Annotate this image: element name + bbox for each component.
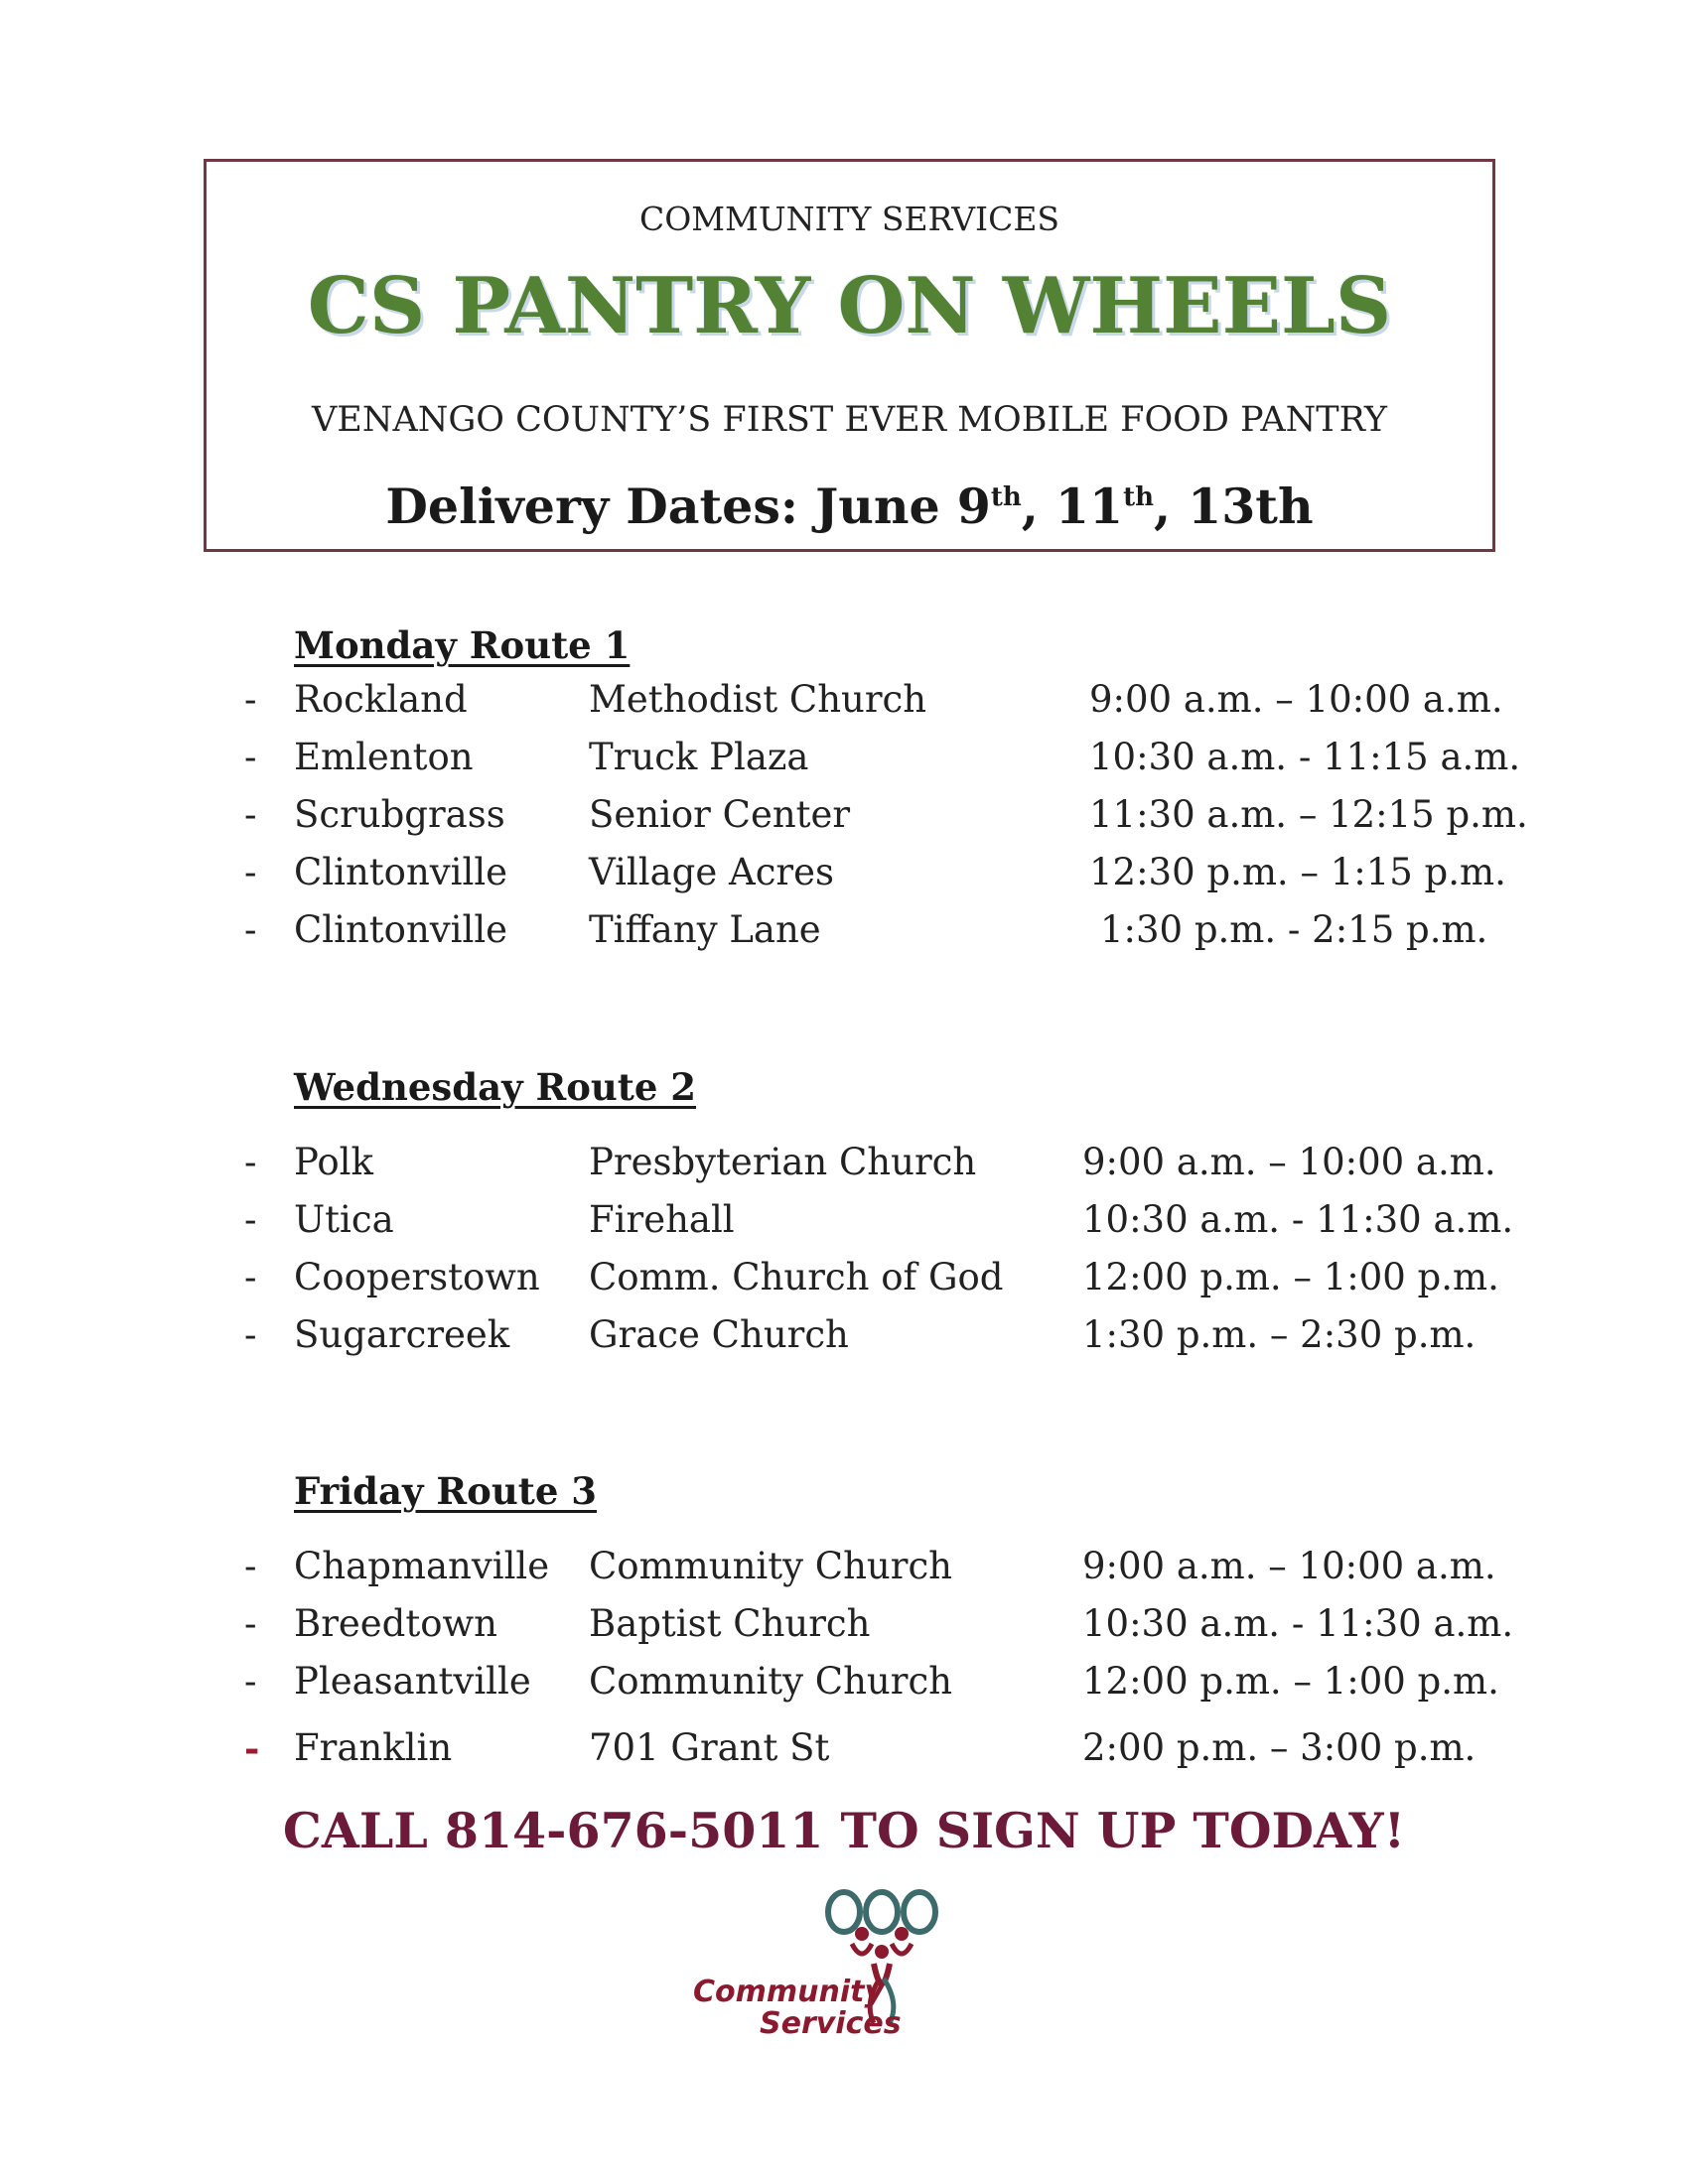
list-item: - Franklin 701 Grant St 2:00 p.m. – 3:00 p.m. bbox=[244, 1726, 1477, 1770]
list-item: - Sugarcreek Grace Church 1:30 p.m. – 2:30 p.m. bbox=[244, 1313, 1477, 1356]
call-to-action: CALL 814-676-5011 TO SIGN UP TODAY! bbox=[282, 1802, 1406, 1859]
delivery-dates: Delivery Dates: June 9th, 11th, 13th bbox=[385, 478, 1314, 535]
list-item: - Utica Firehall 10:30 a.m. - 11:30 a.m. bbox=[244, 1198, 1514, 1241]
list-item: - Pleasantville Community Church 12:00 p.m. – 1:00 p.m. bbox=[244, 1660, 1499, 1703]
org-name: COMMUNITY SERVICES bbox=[638, 200, 1060, 238]
list-item: - Cooperstown Comm. Church of God 12:00 p.m. – 1:00 p.m. bbox=[244, 1256, 1499, 1298]
subtitle: VENANGO COUNTY’S FIRST EVER MOBILE FOOD PANTRY bbox=[312, 400, 1387, 440]
list-item: - Clintonville Village Acres 12:30 p.m. – 1:15 p.m. bbox=[244, 851, 1506, 893]
list-item: - Chapmanville Community Church 9:00 a.m. – 10:00 a.m. bbox=[244, 1545, 1496, 1587]
list-item: - Breedtown Baptist Church 10:30 a.m. - 11:30 a.m. bbox=[244, 1602, 1514, 1645]
logo-text-services: Services bbox=[760, 2006, 902, 2041]
page-title: CS PANTRY ON WHEELS bbox=[307, 261, 1392, 351]
community-services-logo bbox=[685, 1884, 983, 2043]
route-heading-monday: Monday Route 1 bbox=[294, 623, 631, 667]
list-item: - Rockland Methodist Church 9:00 a.m. – 10:00 a.m. bbox=[244, 678, 1503, 721]
list-item: - Clintonville Tiffany Lane 1:30 p.m. - 2:15 p.m. bbox=[244, 908, 1488, 951]
logo-text-community: Community bbox=[693, 1975, 885, 2009]
list-item: - Scrubgrass Senior Center 11:30 a.m. – 12:15 p.m. bbox=[244, 793, 1528, 836]
list-item: - Polk Presbyterian Church 9:00 a.m. – 10:00 a.m. bbox=[244, 1141, 1496, 1183]
route-heading-wednesday: Wednesday Route 2 bbox=[294, 1065, 697, 1109]
route-heading-friday: Friday Route 3 bbox=[294, 1469, 597, 1513]
list-item: - Emlenton Truck Plaza 10:30 a.m. - 11:15 a.m. bbox=[244, 736, 1521, 778]
header-box bbox=[204, 159, 1495, 552]
